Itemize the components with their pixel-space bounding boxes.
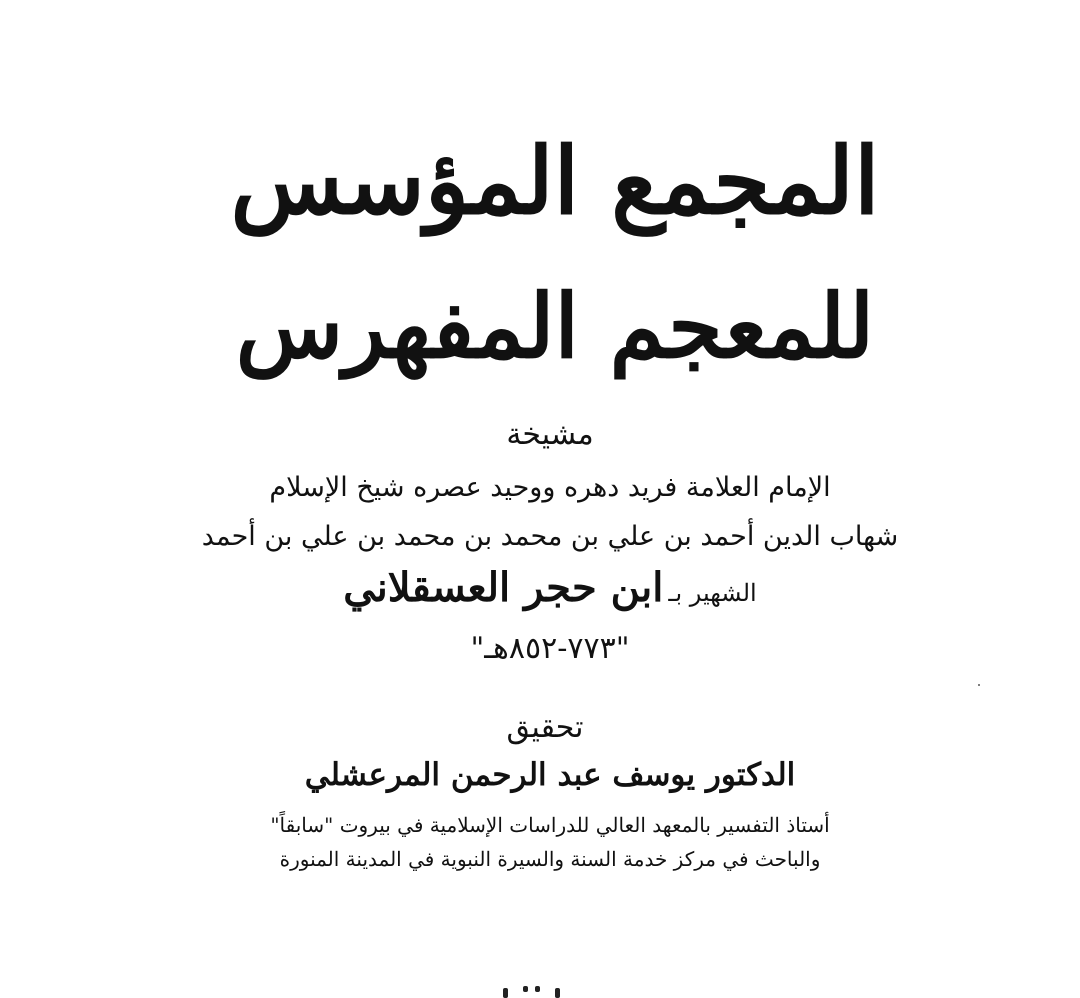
scan-speck — [978, 684, 980, 686]
book-title-line-2: للمعجم المفهرس — [235, 274, 875, 378]
author-description-line-2: شهاب الدين أحمد بن علي بن محمد بن محمد بن علي بن أحمد — [201, 521, 899, 552]
author-dates: "٧٧٣-٨٥٢هـ" — [470, 631, 630, 666]
editor-affiliation-line-1: أستاذ التفسير بالمعهد العالي للدراسات الإسلامية في بيروت "سابقاً" — [270, 813, 830, 837]
author-name: ابن حجر العسقلاني — [343, 564, 664, 611]
author-description-line-1: الإمام العلامة فريد دهره ووحيد عصره شيخ الإسلام — [269, 472, 831, 503]
author-known-as — [0, 564, 1080, 611]
book-title-line-1: المجمع المؤسس — [230, 127, 880, 235]
cropped-bottom-text — [495, 984, 565, 998]
tahqiq-label: تحقيق — [506, 710, 584, 745]
subtitle: مشيخة — [506, 417, 594, 452]
editor-affiliation-line-2: والباحث في مركز خدمة السنة والسيرة النبوية في المدينة المنورة — [279, 847, 821, 871]
editor-name: الدكتور يوسف عبد الرحمن المرعشلي — [304, 757, 796, 793]
known-as-prefix: الشهير بـ — [668, 579, 757, 607]
